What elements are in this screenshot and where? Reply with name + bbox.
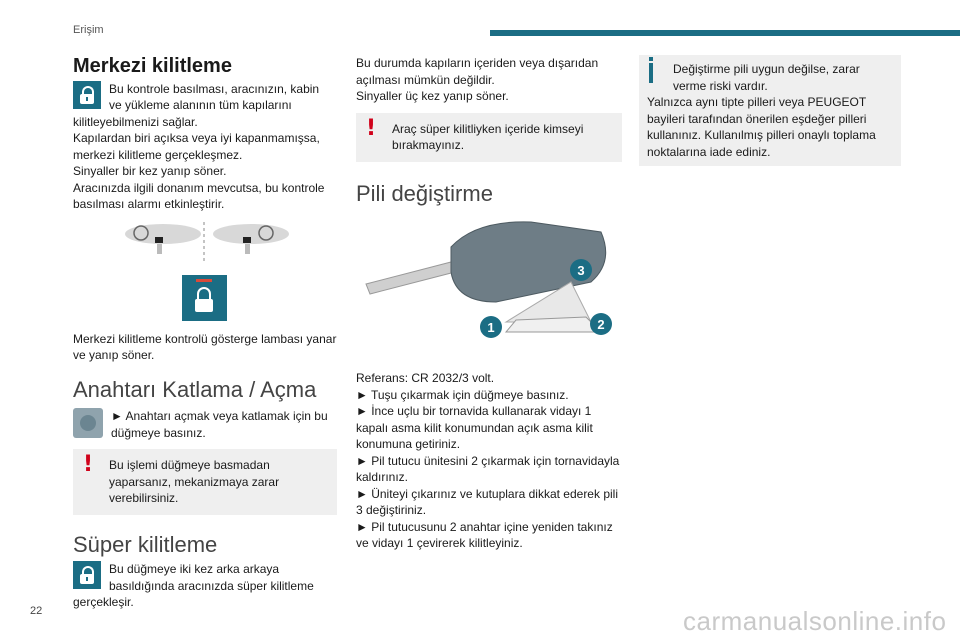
callout-2: 2	[597, 317, 605, 332]
page-number: 22	[30, 605, 43, 617]
callout-1: 1	[487, 320, 495, 335]
super-locking-title: Süper kilitleme	[73, 531, 218, 557]
battery-step-4: ► Üniteyi çıkarınız ve kutuplara dikkat ederek pili 3 değiştiriniz.	[356, 486, 618, 517]
lock-icon	[73, 561, 101, 589]
column-3	[639, 55, 901, 166]
battery-step-5: ► Pil tutucusunu 2 anahtar içine yeniden takınız ve vidayı 1 çevirerek kilitleyiniz.	[356, 519, 613, 550]
super-locking-text: Bu düğmeye iki kez arka arkaya basıldığında aracınızda süper kilitleme gerçekleşir.	[73, 562, 314, 609]
central-locking-title: Merkezi kilitleme	[73, 55, 232, 77]
battery-info-box	[639, 55, 901, 166]
key-fold-button-icon	[73, 408, 103, 438]
intro-line-1: Bu kontrole basılması, aracınızın, kabin	[109, 81, 320, 96]
warning-icon: !	[366, 115, 377, 141]
intro-line-2: ve yükleme alanının tüm kapılarını	[109, 98, 292, 112]
intro-line-4: Kapılardan biri açıksa veya iyi kapanmamışsa,	[73, 131, 320, 145]
intro-line-5: merkezi kilitleme gerçekleşmez.	[73, 147, 243, 162]
key-fold-warning-text: Bu işlemi düğmeye basmadan yaparsanız, mekanizmaya zarar verebilirsiniz.	[109, 458, 280, 505]
intro-line-8: basılması alarmı etkinleştirir.	[73, 197, 225, 211]
central-locking-intro	[73, 81, 337, 213]
key-fold-text: ► Anahtarı açmak veya katlamak için bu düğmeye basınız.	[111, 409, 328, 440]
column-1	[73, 55, 337, 611]
info-line-2: Yalnızca aynı tipte pilleri veya PEUGEOT bayileri tarafından önerilen eşdeğer pilleri kullanınız. Kullanılmış pilleri onaylı toplama noktalarına iade ediniz.	[647, 95, 876, 159]
warning-icon: !	[83, 452, 94, 477]
key-fold-warning	[73, 449, 337, 515]
battery-reference: Referans: CR 2032/3 volt.	[356, 371, 495, 385]
battery-change-title: Pili değiştirme	[356, 180, 493, 206]
key-battery-illustration	[356, 212, 622, 362]
callout-3: 3	[577, 263, 585, 278]
signal-note: Sinyaller üç kez yanıp söner.	[356, 89, 509, 103]
running-header: Erişim	[73, 24, 104, 36]
column-2	[356, 55, 622, 552]
super-lock-warning-text: Araç süper kilitliyken içeride kimseyi bırakmayınız.	[392, 121, 584, 152]
intro-line-3: kilitleyebilmenizi sağlar.	[73, 114, 198, 129]
battery-step-2: ► İnce uçlu bir tornavida kullanarak vidayı 1 kapalı asma kilit konumundan açık asma kilit konumuna getiriniz.	[356, 404, 593, 451]
lock-indicator-illustration	[73, 217, 337, 327]
indicator-caption: Merkezi kilitleme kontrolü gösterge lambası yanar ve yanıp söner.	[73, 331, 337, 362]
battery-step-1: ► Tuşu çıkarmak için düğmeye basınız.	[356, 387, 569, 402]
intro-line-7: Aracınızda ilgili donanım mevcutsa, bu kontrole	[73, 180, 325, 195]
header-bar	[490, 30, 960, 36]
battery-step-3: ► Pil tutucu ünitesini 2 çıkarmak için tornavidayla kaldırınız.	[356, 453, 620, 484]
watermark: carmanualsonline.info	[683, 606, 947, 636]
super-locking-step	[73, 561, 337, 611]
super-lock-note: Bu durumda kapıların içeriden veya dışarıdan açılması mümkün değildir.	[356, 56, 599, 87]
info-icon	[649, 63, 653, 83]
key-fold-step	[73, 408, 337, 441]
key-fold-title: Anahtarı Katlama / Açma	[73, 376, 317, 402]
lock-icon	[73, 81, 101, 109]
info-line-1: Değiştirme pili uygun değilse, zarar verme riski vardır.	[673, 62, 860, 93]
super-lock-warning	[356, 113, 622, 162]
intro-line-6: Sinyaller bir kez yanıp söner.	[73, 164, 227, 178]
